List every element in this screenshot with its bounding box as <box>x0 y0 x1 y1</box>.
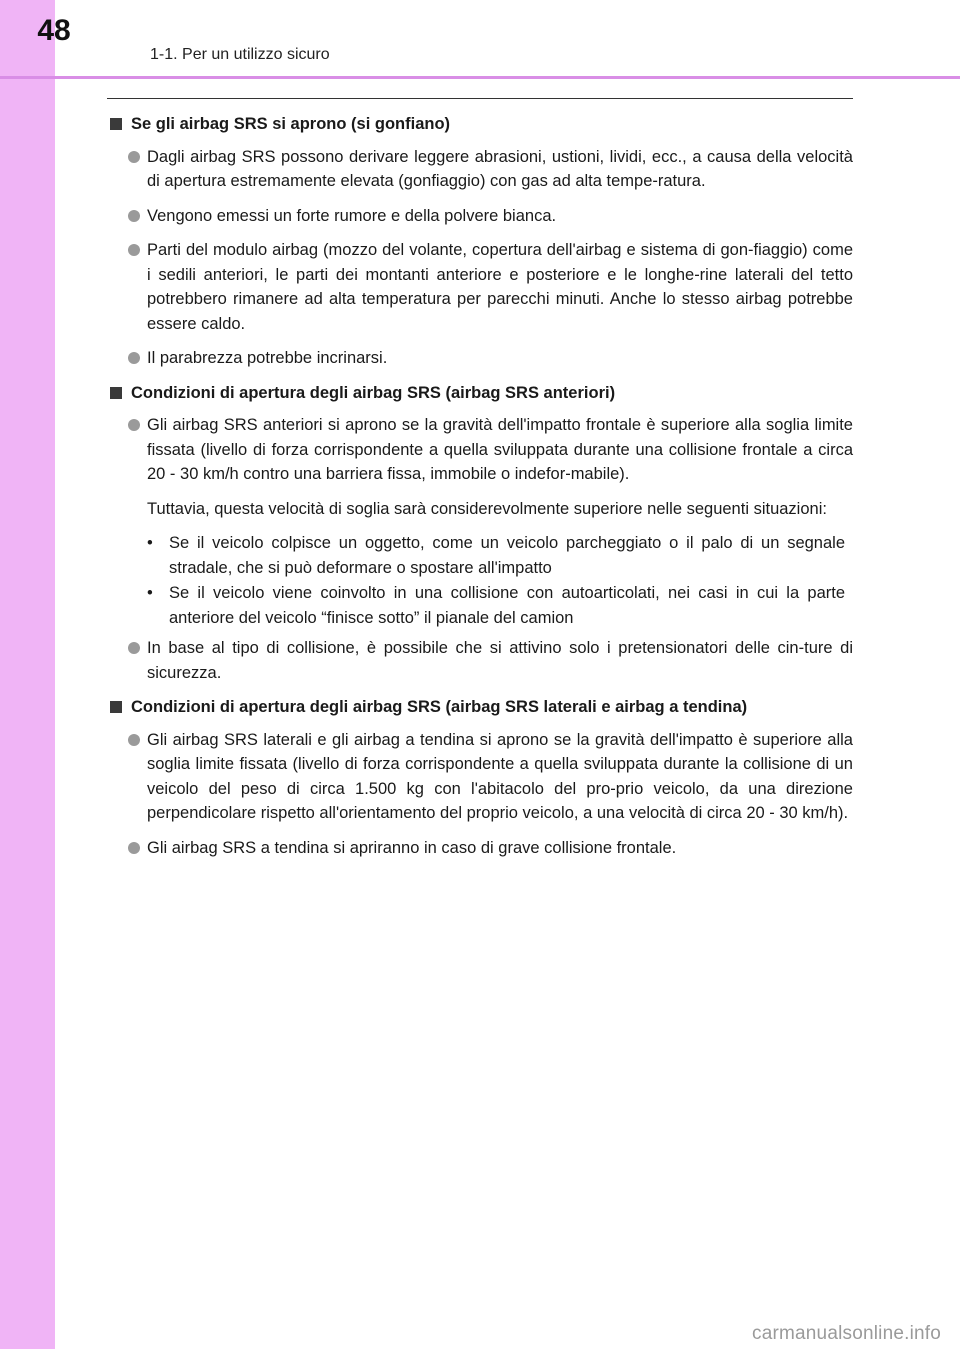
sub-list <box>107 531 853 630</box>
circle-bullet-icon <box>128 419 140 431</box>
heading-text: Se gli airbag SRS si aprono (si gonfiano) <box>131 115 451 133</box>
body-paragraph: Tuttavia, questa velocità di soglia sarà considerevolmente superiore nelle seguenti situazioni: <box>147 499 827 518</box>
bullet-text: Gli airbag SRS anteriori si aprono se la gravità dell'impatto frontale è superiore alla soglia limite fissata (livello di forza corrispondente a quella sviluppata durante una collisione frontale a circa 20 - 30 km/h contro una barriera fissa, immobile o indefor-mabile). <box>147 416 853 483</box>
bullet-text: In base al tipo di collisione, è possibile che si attivino solo i pretensionatori delle cin-ture di sicurezza. <box>147 639 853 682</box>
bullet-text: Dagli airbag SRS possono derivare leggere abrasioni, ustioni, lividi, ecc., a causa della velocità di apertura estremamente elevata (gonfiaggio) con gas ad alta tempe-ratura. <box>147 147 853 190</box>
sub-bullet-marker: • <box>147 584 153 602</box>
bullet-item <box>107 836 853 861</box>
sub-list-item <box>107 581 853 630</box>
bullet-item <box>107 413 853 487</box>
bullet-text: Il parabrezza potrebbe incrinarsi. <box>147 349 388 367</box>
section-heading-3 <box>107 695 853 720</box>
sub-list-text: Se il veicolo viene coinvolto in una collisione con autoarticolati, nei casi in cui la parte anteriore del veicolo “finisce sotto” il pianale del camion <box>169 584 845 627</box>
circle-bullet-icon <box>128 734 140 746</box>
bullet-text: Parti del modulo airbag (mozzo del volante, copertura dell'airbag e sistema di gon-fiaggio) come i sedili anteriori, le parti dei montanti anteriore e posteriore e le longhe-rine laterali del tetto potrebbero rimanere ad alta temperatura per parecchi minuti. Anche lo stesso airbag potrebbe essere caldo. <box>147 241 853 333</box>
square-bullet-icon <box>110 701 122 713</box>
bullet-text: Vengono emessi un forte rumore e della polvere bianca. <box>147 206 557 225</box>
bullet-item <box>107 728 853 826</box>
header-rule <box>0 76 960 79</box>
circle-bullet-icon <box>128 151 140 163</box>
section-heading-1 <box>107 112 853 137</box>
circle-bullet-icon <box>128 210 140 222</box>
sub-list-text: Se il veicolo colpisce un oggetto, come un veicolo parcheggiato o il palo di un segnale stradale, che si può deformare o spostare all'impatto <box>169 534 845 577</box>
bullet-item <box>107 636 853 685</box>
square-bullet-icon <box>110 387 122 399</box>
circle-bullet-icon <box>128 642 140 654</box>
bullet-item <box>107 204 853 229</box>
circle-bullet-icon <box>128 842 140 854</box>
watermark: carmanualsonline.info <box>752 1323 942 1344</box>
bullet-item <box>107 145 853 194</box>
bullet-item <box>107 238 853 336</box>
heading-text: Condizioni di apertura degli airbag SRS (airbag SRS laterali e airbag a tendina) <box>131 698 748 716</box>
page-content <box>107 112 853 870</box>
bullet-text: Gli airbag SRS laterali e gli airbag a tendina si aprono se la gravità dell'impatto è superiore alla soglia limite fissata (livello di forza corrispondente a quella sviluppata durante la collisione di un veicolo del peso di circa 1.500 kg con l'abitacolo del pro-prio veicolo, da una direzione perpendicolare rispetto all'orientamento del proprio veicolo, a una velocità di circa 20 - 30 km/h). <box>147 730 853 822</box>
bullet-text: Gli airbag SRS a tendina si apriranno in caso di grave collisione frontale. <box>147 838 677 857</box>
square-bullet-icon <box>110 118 122 130</box>
section-title: 1-1. Per un utilizzo sicuro <box>150 46 330 63</box>
circle-bullet-icon <box>128 244 140 256</box>
circle-bullet-icon <box>128 352 140 364</box>
sub-bullet-marker: • <box>147 534 153 552</box>
header-background <box>55 0 960 78</box>
heading-text: Condizioni di apertura degli airbag SRS (airbag SRS anteriori) <box>131 383 616 402</box>
bullet-item <box>107 346 853 371</box>
section-heading-2 <box>107 381 853 406</box>
content-top-rule <box>107 98 853 99</box>
left-color-band <box>0 0 55 1349</box>
page-number: 48 <box>37 14 71 47</box>
sub-list-item <box>107 531 853 580</box>
